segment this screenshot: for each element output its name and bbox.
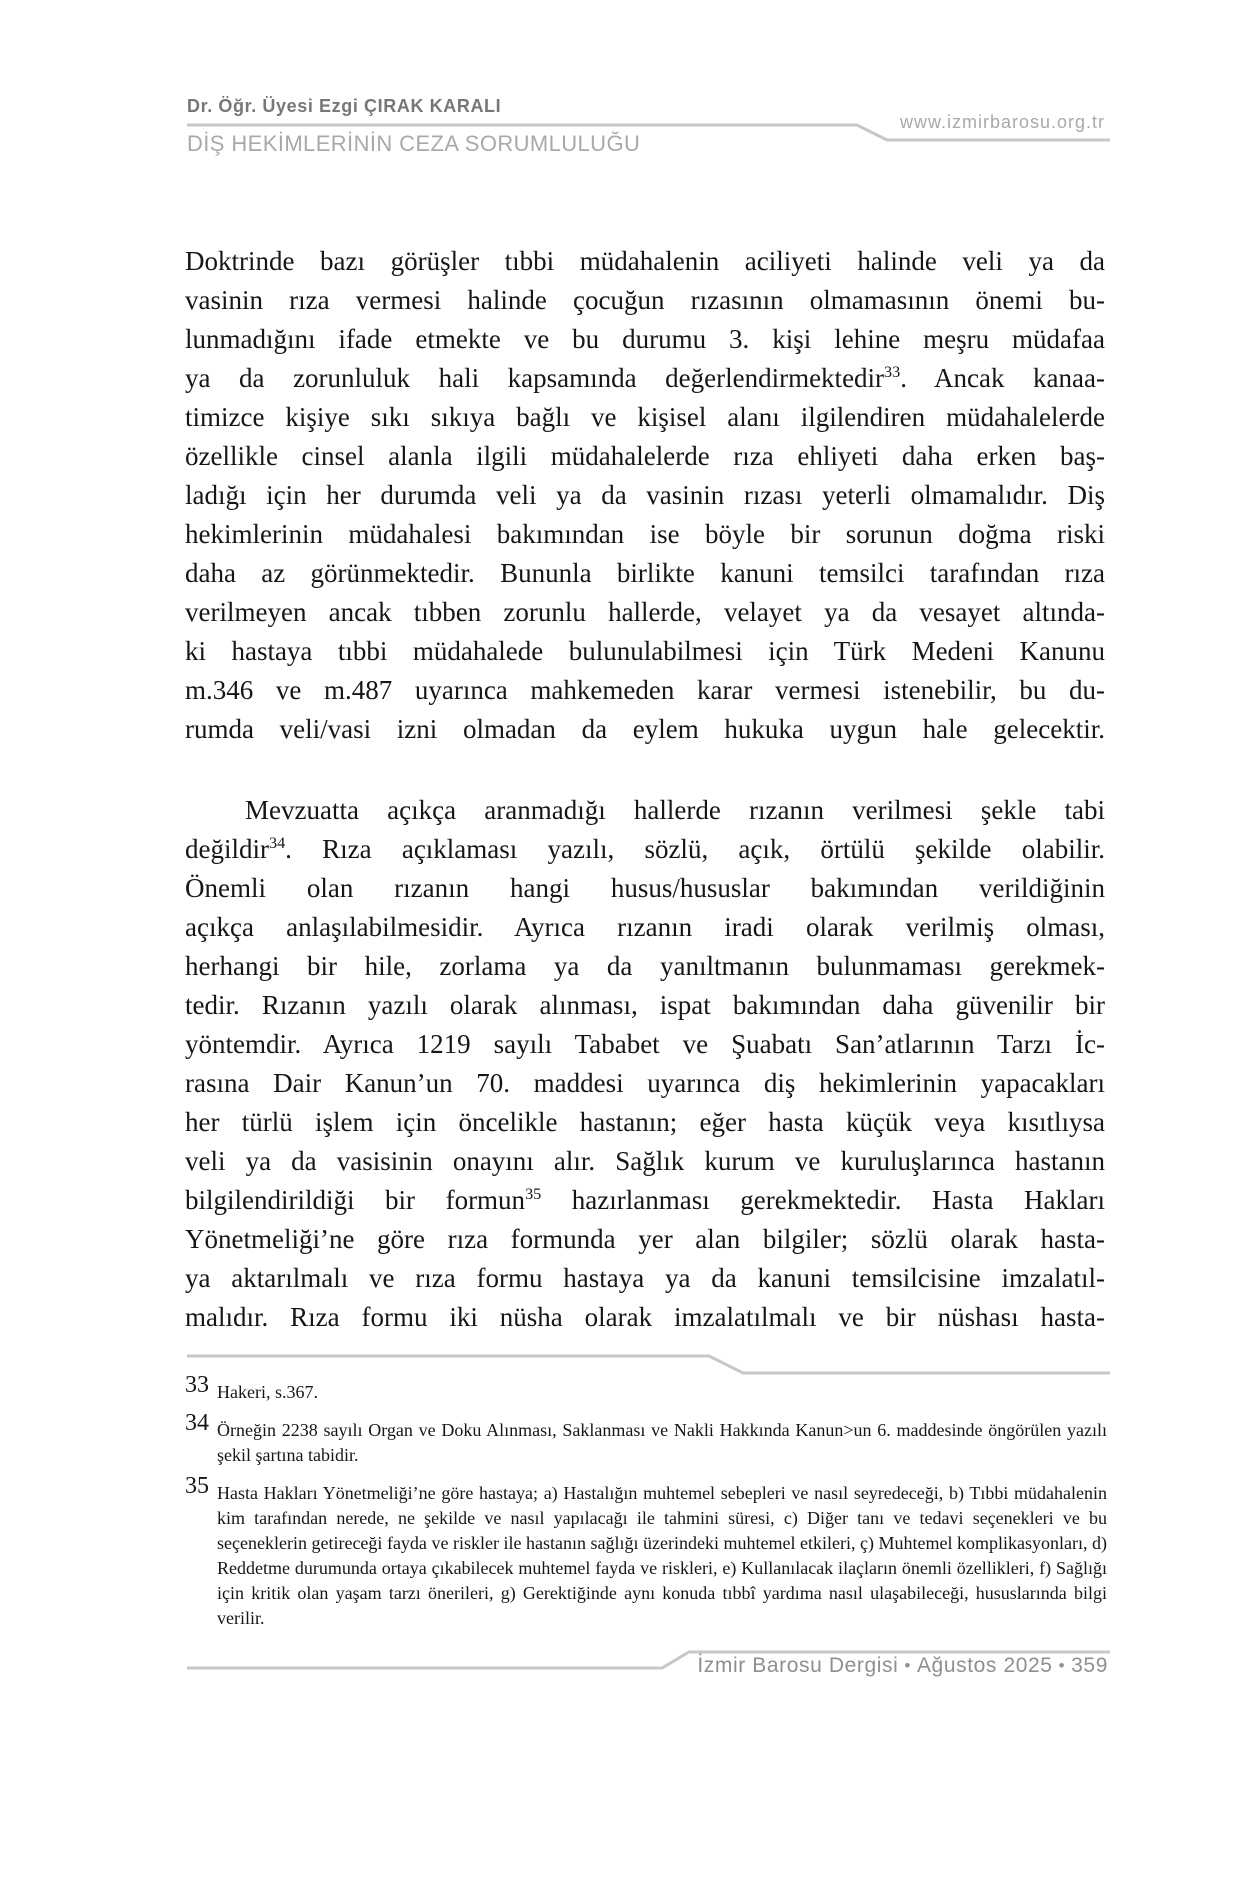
body-text-line: ladığı için her durumda veli ya da vasinin rızası yeterli olmamalıdır. Diş	[185, 480, 1105, 510]
body-text-line: Önemli olan rızanın hangi husus/hususlar bakımından verildiğinin	[185, 873, 1105, 903]
footnote-reference: 34	[268, 834, 286, 852]
body-text-line: ya aktarılmalı ve rıza formu hastaya ya da kanuni temsilcisine imzalatıl-	[185, 1263, 1105, 1293]
footer-bullet: •	[904, 1656, 911, 1675]
footnote-text: Hasta Hakları Yönetmeliği’ne göre hastaya; a) Hastalığın muhtemel sebepleri ve nasıl seyredeceği, b) Tıbbi müdahalenin kim tarafından nerede, ne şekilde ve nasıl yapılacağı ile tahmini süresi, c) Diğer tanı ve tedavi seçenekleri ve bu seçeneklerin getireceği fayda ve riskler ile hastanın sağlığı üzerindeki muhtemel etkileri, ç) Muhtemel komplikasyonları, d) Reddetme durumunda ortaya çıkabilecek muhtemel fayda ve riskleri, e) Kullanılacak ilaçların önemli özellikleri, f) Sağlığı için kritik olan yaşam tarzı önerileri, g) Gerektiğinde aynı konuda tıbbî yardıma nasıl ulaşabileceği, hususlarında bilgi verilir.	[217, 1483, 1107, 1628]
body-text-line: rasına Dair Kanun’un 70. maddesi uyarınca diş hekimlerinin yapacakları	[185, 1068, 1105, 1098]
body-text-line: Mevzuatta açıkça aranmadığı hallerde rızanın verilmesi şekle tabi	[245, 795, 1105, 825]
page-number: 359	[1071, 1654, 1108, 1677]
footer-bullet: •	[1058, 1656, 1066, 1675]
body-text-line: rumda veli/vasi izni olmadan da eylem hukuka uygun hale gelecektir.	[185, 714, 1105, 744]
paragraph	[185, 791, 1105, 1337]
body-text-line: vasinin rıza vermesi halinde çocuğun rızasının olmamasının önemi bu-	[185, 285, 1105, 315]
author-name: Dr. Öğr. Üyesi Ezgi ÇIRAK KARALI	[187, 96, 502, 116]
body-text-line: m.346 ve m.487 uyarınca mahkemeden karar vermesi istenebilir, bu du-	[185, 675, 1105, 705]
footnote	[185, 1410, 1107, 1468]
body-text-line: malıdır. Rıza formu iki nüsha olarak imzalatılmalı ve bir nüshası hasta-	[185, 1302, 1105, 1332]
footnote	[185, 1372, 1107, 1405]
footnote-separator-line	[185, 1350, 1110, 1378]
body-text-line: tedir. Rızanın yazılı olarak alınması, ispat bakımından daha güvenilir bir	[185, 990, 1105, 1020]
body-text-line: açıkça anlaşılabilmesidir. Ayrıca rızanın iradi olarak verilmiş olması,	[185, 912, 1105, 942]
footnote-reference: 33	[884, 363, 901, 381]
body-text	[185, 242, 1105, 1337]
body-text-line: timizce kişiye sıkı sıkıya bağlı ve kişisel alanı ilgilendiren müdahalelerde	[185, 402, 1105, 432]
footnote-reference: 35	[525, 1185, 542, 1203]
body-text-line: hekimlerinin müdahalesi bakımından ise böyle bir sorunun doğma riski	[185, 519, 1105, 549]
body-text-line: lunmadığını ifade etmekte ve bu durumu 3. kişi lehine meşru müdafaa	[185, 324, 1105, 354]
footnote	[185, 1473, 1107, 1631]
footnote-number: 33	[185, 1372, 209, 1398]
body-text-line: ki hastaya tıbbi müdahalede bulunulabilmesi için Türk Medeni Kanunu	[185, 636, 1105, 666]
body-text-line: ya da zorunluluk hali kapsamında değerlendirmektedir$^{33}$. Ancak kanaa-	[185, 363, 1106, 393]
body-text-line: Doktrinde bazı görüşler tıbbi müdahalenin aciliyeti halinde veli ya da	[185, 246, 1105, 276]
footnote-number: 35	[185, 1473, 209, 1499]
footnote-number: 34	[185, 1410, 209, 1436]
body-text-line: verilmeyen ancak tıbben zorunlu hallerde, velayet ya da vesayet altında-	[185, 597, 1105, 627]
footnote-text: Örneğin 2238 sayılı Organ ve Doku Alınması, Saklanması ve Nakli Hakkında Kanun>un 6. maddesinde öngörülen yazılı şekil şartına tabidir.	[217, 1420, 1107, 1465]
website-url: www.izmirbarosu.org.tr	[899, 112, 1105, 132]
body-text-line: veli ya da vasisinin onayını alır. Sağlık kurum ve kuruluşlarınca hastanın	[185, 1146, 1105, 1176]
journal-name: İzmir Barosu Dergisi	[697, 1654, 899, 1677]
body-text-line: Yönetmeliği’ne göre rıza formunda yer alan bilgiler; sözlü olarak hasta-	[185, 1224, 1105, 1254]
footnotes-section	[185, 1372, 1107, 1644]
journal-issue: Ağustos 2025	[916, 1654, 1053, 1677]
body-text-line: herhangi bir hile, zorlama ya da yanıltmanın bulunmaması gerekmek-	[185, 951, 1105, 981]
body-text-line: özellikle cinsel alanla ilgili müdahalelerde rıza ehliyeti daha erken baş-	[185, 441, 1105, 471]
paragraph	[185, 242, 1105, 749]
body-text-line: değildir$^{34}$. Rıza açıklaması yazılı, sözlü, açık, örtülü şekilde olabilir.	[185, 834, 1105, 864]
body-text-line: bilgilendirildiği bir formun$^{35}$ hazırlanması gerekmektedir. Hasta Hakları	[185, 1185, 1105, 1215]
running-title: DİŞ HEKİMLERİNİN CEZA SORUMLULUĞU	[187, 131, 641, 156]
body-text-line: daha az görünmektedir. Bununla birlikte kanuni temsilci tarafından rıza	[185, 558, 1105, 588]
body-text-line: yöntemdir. Ayrıca 1219 sayılı Tababet ve Şuabatı San’atlarının Tarzı İc-	[185, 1029, 1105, 1059]
footnote-text: Hakeri, s.367.	[217, 1382, 318, 1402]
body-text-line: her türlü işlem için öncelikle hastanın; eğer hasta küçük veya kısıtlıysa	[185, 1107, 1105, 1137]
journal-footer	[697, 1654, 1108, 1678]
